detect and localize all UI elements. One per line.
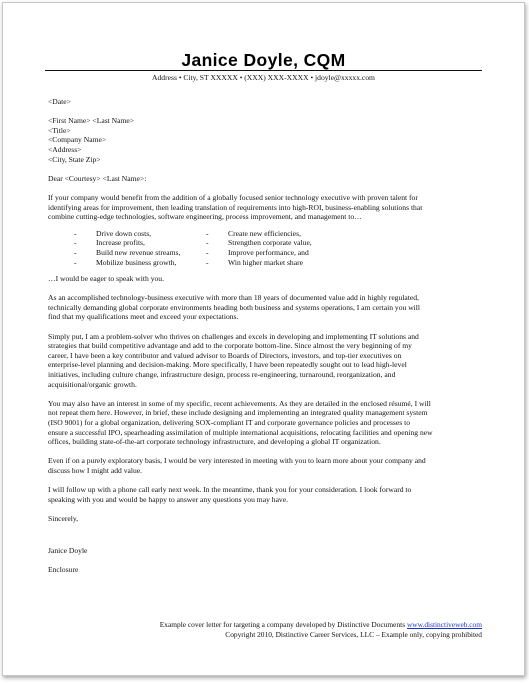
footer-website-link[interactable]: www.distinctiveweb.com (406, 620, 482, 629)
paragraph-line: Simply put, I am a problem-solver who thrives on challenges and excels in developing and implementing IT solutions and (48, 331, 419, 341)
paragraph-line: not repeat them here. However, in brief, these include designing and implementing an integrated quality management system (48, 408, 428, 418)
list-item: - Win higher market share (206, 257, 303, 267)
bullet-column-left (74, 229, 206, 267)
list-item: - Strengthen corporate value, (206, 238, 312, 248)
list-item: - Build new revenue streams, (74, 247, 181, 257)
paragraph-line: find that my qualifications meet and exceed your expectations. (48, 312, 239, 322)
list-item: - Mobilize business growth, (74, 257, 177, 267)
list-item: - Improve performance, and (206, 247, 309, 257)
paragraph-line: discuss how I might add value. (48, 465, 143, 475)
bullet-column-right (206, 229, 338, 267)
letterhead-name: Janice Doyle, CQM (181, 50, 346, 70)
paragraph-4 (48, 456, 480, 475)
paragraph-line: speaking with you and would be happy to answer any questions you may have. (48, 494, 289, 504)
paragraph-line: If your company would benefit from the addition of a globally focused senior technology executive with proven talent for (48, 192, 418, 202)
footer-line-1 (160, 620, 482, 630)
paragraph-line: identifying areas for improvement, then leading translation of requirements into high-ROI, business-enabling solutions that (48, 202, 423, 212)
paragraph-line: strategies that build competitive advantage and add to the corporate bottom-line. Since almost the very beginning of my (48, 341, 412, 351)
eager-line: …I would be eager to speak with you. (48, 274, 164, 284)
paragraph-line: acquisitional/organic growth. (48, 379, 137, 389)
paragraph-line: initiatives, including culture change, infrastructure design, process re-engineering, turnaround, reorganization, and (48, 370, 396, 380)
footer-text: Example cover letter for targeting a company developed by Distinctive Documents (159, 620, 407, 629)
recipient-line: <City, State Zip> (48, 154, 101, 164)
list-item: - Create new efficiencies, (206, 228, 302, 238)
letterhead-rule (45, 70, 482, 71)
bullet-list (74, 229, 480, 267)
paragraph-line: ensure a successful IPO, spearheading assimilation of multiple international acquisitions, relocating facilities and opening new (48, 427, 433, 437)
recipient-line: <Title> (48, 125, 71, 135)
paragraph-line: technically demanding global corporate environments heading both business and systems operations, I am certain you will (48, 302, 421, 312)
salutation: Dear <Courtesy> <Last Name>: (48, 173, 147, 183)
letter-date: <Date> (48, 97, 71, 106)
recipient-line: <Address> (48, 144, 82, 154)
paragraph-1 (48, 293, 480, 322)
closing: Sincerely, (48, 513, 79, 523)
intro-paragraph (48, 193, 480, 222)
recipient-line: <Company Name> (48, 135, 107, 145)
paragraph-line: enterprise-level planning and decision-making. More specifically, I have been repeatedly sought out to lead high-level (48, 360, 407, 370)
letter-page (2, 2, 525, 676)
paragraph-line: (ISO 9001) for a global organization, delivering SOX-compliant IT and corporate governance policies and processes to (48, 418, 411, 427)
paragraph-line: Even if on a purely exploratory basis, I would be very interested in meeting with you to learn more about your company and (48, 456, 426, 466)
paragraph-line: You may also have an interest in some of my specific, recent achievements. As they are detailed in the enclosed résumé, I will (48, 398, 431, 408)
enclosure-note: Enclosure (48, 564, 79, 574)
letterhead-contact: Address • City, ST XXXXX • (XXX) XXX-XXXX • jdoyle@xxxxx.com (152, 73, 375, 82)
paragraph-line: career, I have been a key contributor and valued advisor to Boards of Directors, investors, and top-tier executives on (48, 350, 402, 360)
paragraph-line: As an accomplished technology-business executive with more than 18 years of documented value add in highly regulated, (48, 293, 419, 303)
footer-copyright: Copyright 2010, Distinctive Career Services, LLC – Example only, copying prohibited (225, 629, 482, 639)
list-item: - Drive down costs, (74, 228, 152, 238)
recipient-line: <First Name> <Last Name> (48, 116, 135, 126)
paragraph-3 (48, 399, 480, 447)
recipient-block (48, 116, 480, 164)
signature-name: Janice Doyle (48, 545, 88, 555)
letter-body (48, 97, 480, 574)
paragraph-line: I will follow up with a phone call early next week. In the meantime, thank you for your consideration. I look forward to (48, 485, 412, 495)
page-footer (160, 620, 482, 639)
paragraph-line: combine cutting-edge technologies, software engineering, process improvement, and management to… (48, 212, 362, 222)
paragraph-line: offices, building state-of-the-art corporate technology infrastructure, and developing a global IT organization. (48, 437, 381, 447)
paragraph-5 (48, 485, 480, 504)
list-item: - Increase profits, (74, 238, 145, 248)
paragraph-2 (48, 332, 480, 390)
